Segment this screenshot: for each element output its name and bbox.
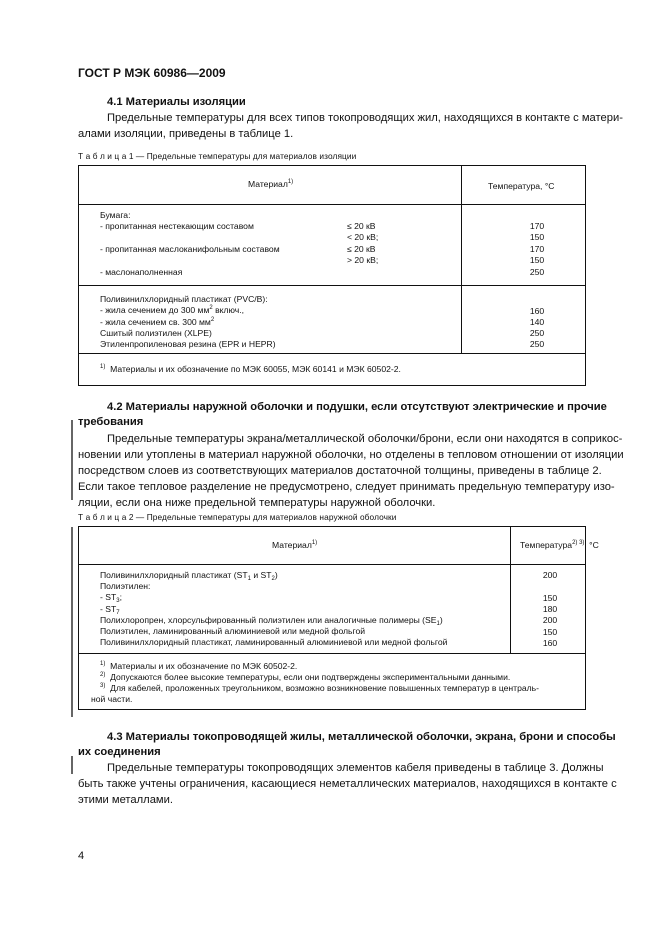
table-2-caption: Т а б л и ц а 2 — Предельные температуры для материалов наружной оболочки <box>78 512 397 522</box>
table-1-col-material: Материал$^{1)}$ <box>248 179 294 189</box>
section-4-2-para-line: ляции, если она ниже предельной температуры наружной оболочки. <box>78 497 436 509</box>
table-1-caption: Т а б л и ц а 1 — Предельные температуры для материалов изоляции <box>78 151 357 161</box>
table-1-row-temp: 250 <box>529 339 545 349</box>
table-2-row-temp: 160 <box>542 638 558 648</box>
table-2-footnote-cont: ной части. <box>91 694 133 704</box>
table-2-row-name: Полиэтилен, ламинированный алюминиевой или медной фольгой <box>100 626 366 636</box>
table-1-row-name: - пропитанная нестекающим составом <box>100 221 254 231</box>
table-1-row-temp: 170 <box>529 244 545 254</box>
change-bar <box>71 756 73 774</box>
table-2-row-temp: 150 <box>542 627 558 637</box>
section-4-3-para-line: Предельные температуры токопроводящих элементов кабеля приведены в таблице 3. Должны <box>107 762 604 774</box>
table-2-footnote: $^{2)}$ Допускаются более высокие температуры, если они подтверждены экспериментальными данными. <box>100 672 511 682</box>
table-1-row-temp: 140 <box>529 317 545 327</box>
table-1-header-rule <box>79 204 585 205</box>
table-2-footnote-rule <box>79 653 585 654</box>
section-4-2-heading: 4.2 Материалы наружной оболочки и подушки, если отсутствуют электрические и прочие <box>107 401 607 413</box>
table-2-label-polyethylene: Полиэтилен: <box>100 581 151 591</box>
table-1-row-temp: 150 <box>529 232 545 242</box>
table-1-row-condition: ≤ 20 кВ <box>347 244 376 254</box>
section-4-1-heading: 4.1 Материалы изоляции <box>107 96 246 108</box>
table-1-footnote: $^{1)}$ Материалы и их обозначение по МЭК 60055, МЭК 60141 и МЭК 60502-2. <box>100 364 401 374</box>
section-4-3-para-line: этими металлами. <box>78 794 173 806</box>
section-4-2-para-line: новении или утоплены в материал наружной оболочки, но отделены в тепловом отношении от изоляции <box>78 449 624 461</box>
document-header: ГОСТ Р МЭК 60986—2009 <box>78 66 226 80</box>
table-1-row-name: Этиленпропиленовая резина (EPR и HEPR) <box>100 339 276 349</box>
section-4-2-heading-cont: требования <box>78 416 144 428</box>
table-1-row-condition: < 20 кВ; <box>347 232 379 242</box>
page-number: 4 <box>78 850 85 862</box>
table-1-row-name: Сшитый полиэтилен (XLPE) <box>100 328 212 338</box>
section-4-3-heading-cont: их соединения <box>78 746 161 758</box>
change-bar <box>71 420 73 500</box>
table-1-label-paper: Бумага: <box>100 210 131 220</box>
table-2-row-name: Поливинилхлоридный пластикат, ламинированный алюминиевой или медной фольгой <box>100 637 448 647</box>
table-2-row-name: - $ST_3$; <box>100 592 122 604</box>
section-4-3-heading: 4.3 Материалы токопроводящей жилы, металлической оболочки, экрана, брони и способы <box>107 731 616 743</box>
table-1-row-temp: 160 <box>529 306 545 316</box>
table-1-row-condition: ≤ 20 кВ <box>347 221 376 231</box>
table-1-group-rule <box>79 285 585 286</box>
table-1-col-temperature: Температура, °С <box>488 181 555 191</box>
table-1-row-temp: 170 <box>529 221 545 231</box>
table-2-row-temp: 200 <box>542 615 558 625</box>
table-1-row-temp: 150 <box>529 255 545 265</box>
table-1-row-name: - жила сечением до 300 $мм^2$ включ., <box>100 305 245 315</box>
section-4-2-para-line: Если такое тепловое разделение не предусмотрено, следует принимать предельную температуру изо- <box>78 481 615 493</box>
section-4-2-para-line: Предельные температуры экрана/металлической оболочки/брони, если они находятся в соприкос- <box>107 433 623 445</box>
table-2-col-material: Материал$^{1)}$ <box>272 540 318 550</box>
section-4-3-para-line: быть также учтены ограничения, касающиеся неметаллических материалов, находящихся в контакте с <box>78 778 617 790</box>
table-2-row-temp: 200 <box>542 570 558 580</box>
table-2-row-name: Поливинилхлоридный пластикат ($ST_1$ и $ST_2$) <box>100 570 278 582</box>
table-2-footnote: $^{1)}$ Материалы и их обозначение по МЭК 60502-2. <box>100 661 298 671</box>
table-1-row-temp: 250 <box>529 328 545 338</box>
table-2-footnote: $^{3)}$ Для кабелей, проложенных треугольником, возможно возникновение повышенных температур в централь- <box>100 683 540 693</box>
table-2-column-divider <box>510 527 511 653</box>
table-1-label-pvc: Поливинилхлоридный пластикат (PVC/B): <box>100 294 268 304</box>
table-2-row-name: Полихлоропрен, хлорсульфированный полиэтилен или аналогичные полимеры $(SE_1)$ <box>100 615 443 627</box>
table-1-footnote-rule <box>79 353 585 354</box>
table-2-header-rule <box>79 564 585 565</box>
table-1-row-name: - жила сечением св. 300 $мм^2$ <box>100 317 215 327</box>
change-bar <box>71 527 73 717</box>
table-1-row-condition: > 20 кВ; <box>347 255 379 265</box>
table-1-row-temp: 250 <box>529 267 545 277</box>
section-4-2-para-line: посредством слоев из соответствующих материалов достаточной толщины, приведены в таблице 2. <box>78 465 602 477</box>
table-1-row-name: - пропитанная маслоканифольным составом <box>100 244 280 254</box>
table-2-row-temp: 180 <box>542 604 558 614</box>
table-2-col-temperature: Температура$^{2) 3)}$, °С <box>520 540 599 550</box>
table-1-row-name: - маслонаполненная <box>100 267 183 277</box>
table-2-row-name: - $ST_7$ <box>100 604 120 616</box>
table-2-row-temp: 150 <box>542 593 558 603</box>
section-4-1-para-line: алами изоляции, приведены в таблице 1. <box>78 128 294 140</box>
section-4-1-para-line: Предельные температуры для всех типов токопроводящих жил, находящихся в контакте с матери- <box>107 112 623 124</box>
table-1-column-divider <box>461 166 462 353</box>
